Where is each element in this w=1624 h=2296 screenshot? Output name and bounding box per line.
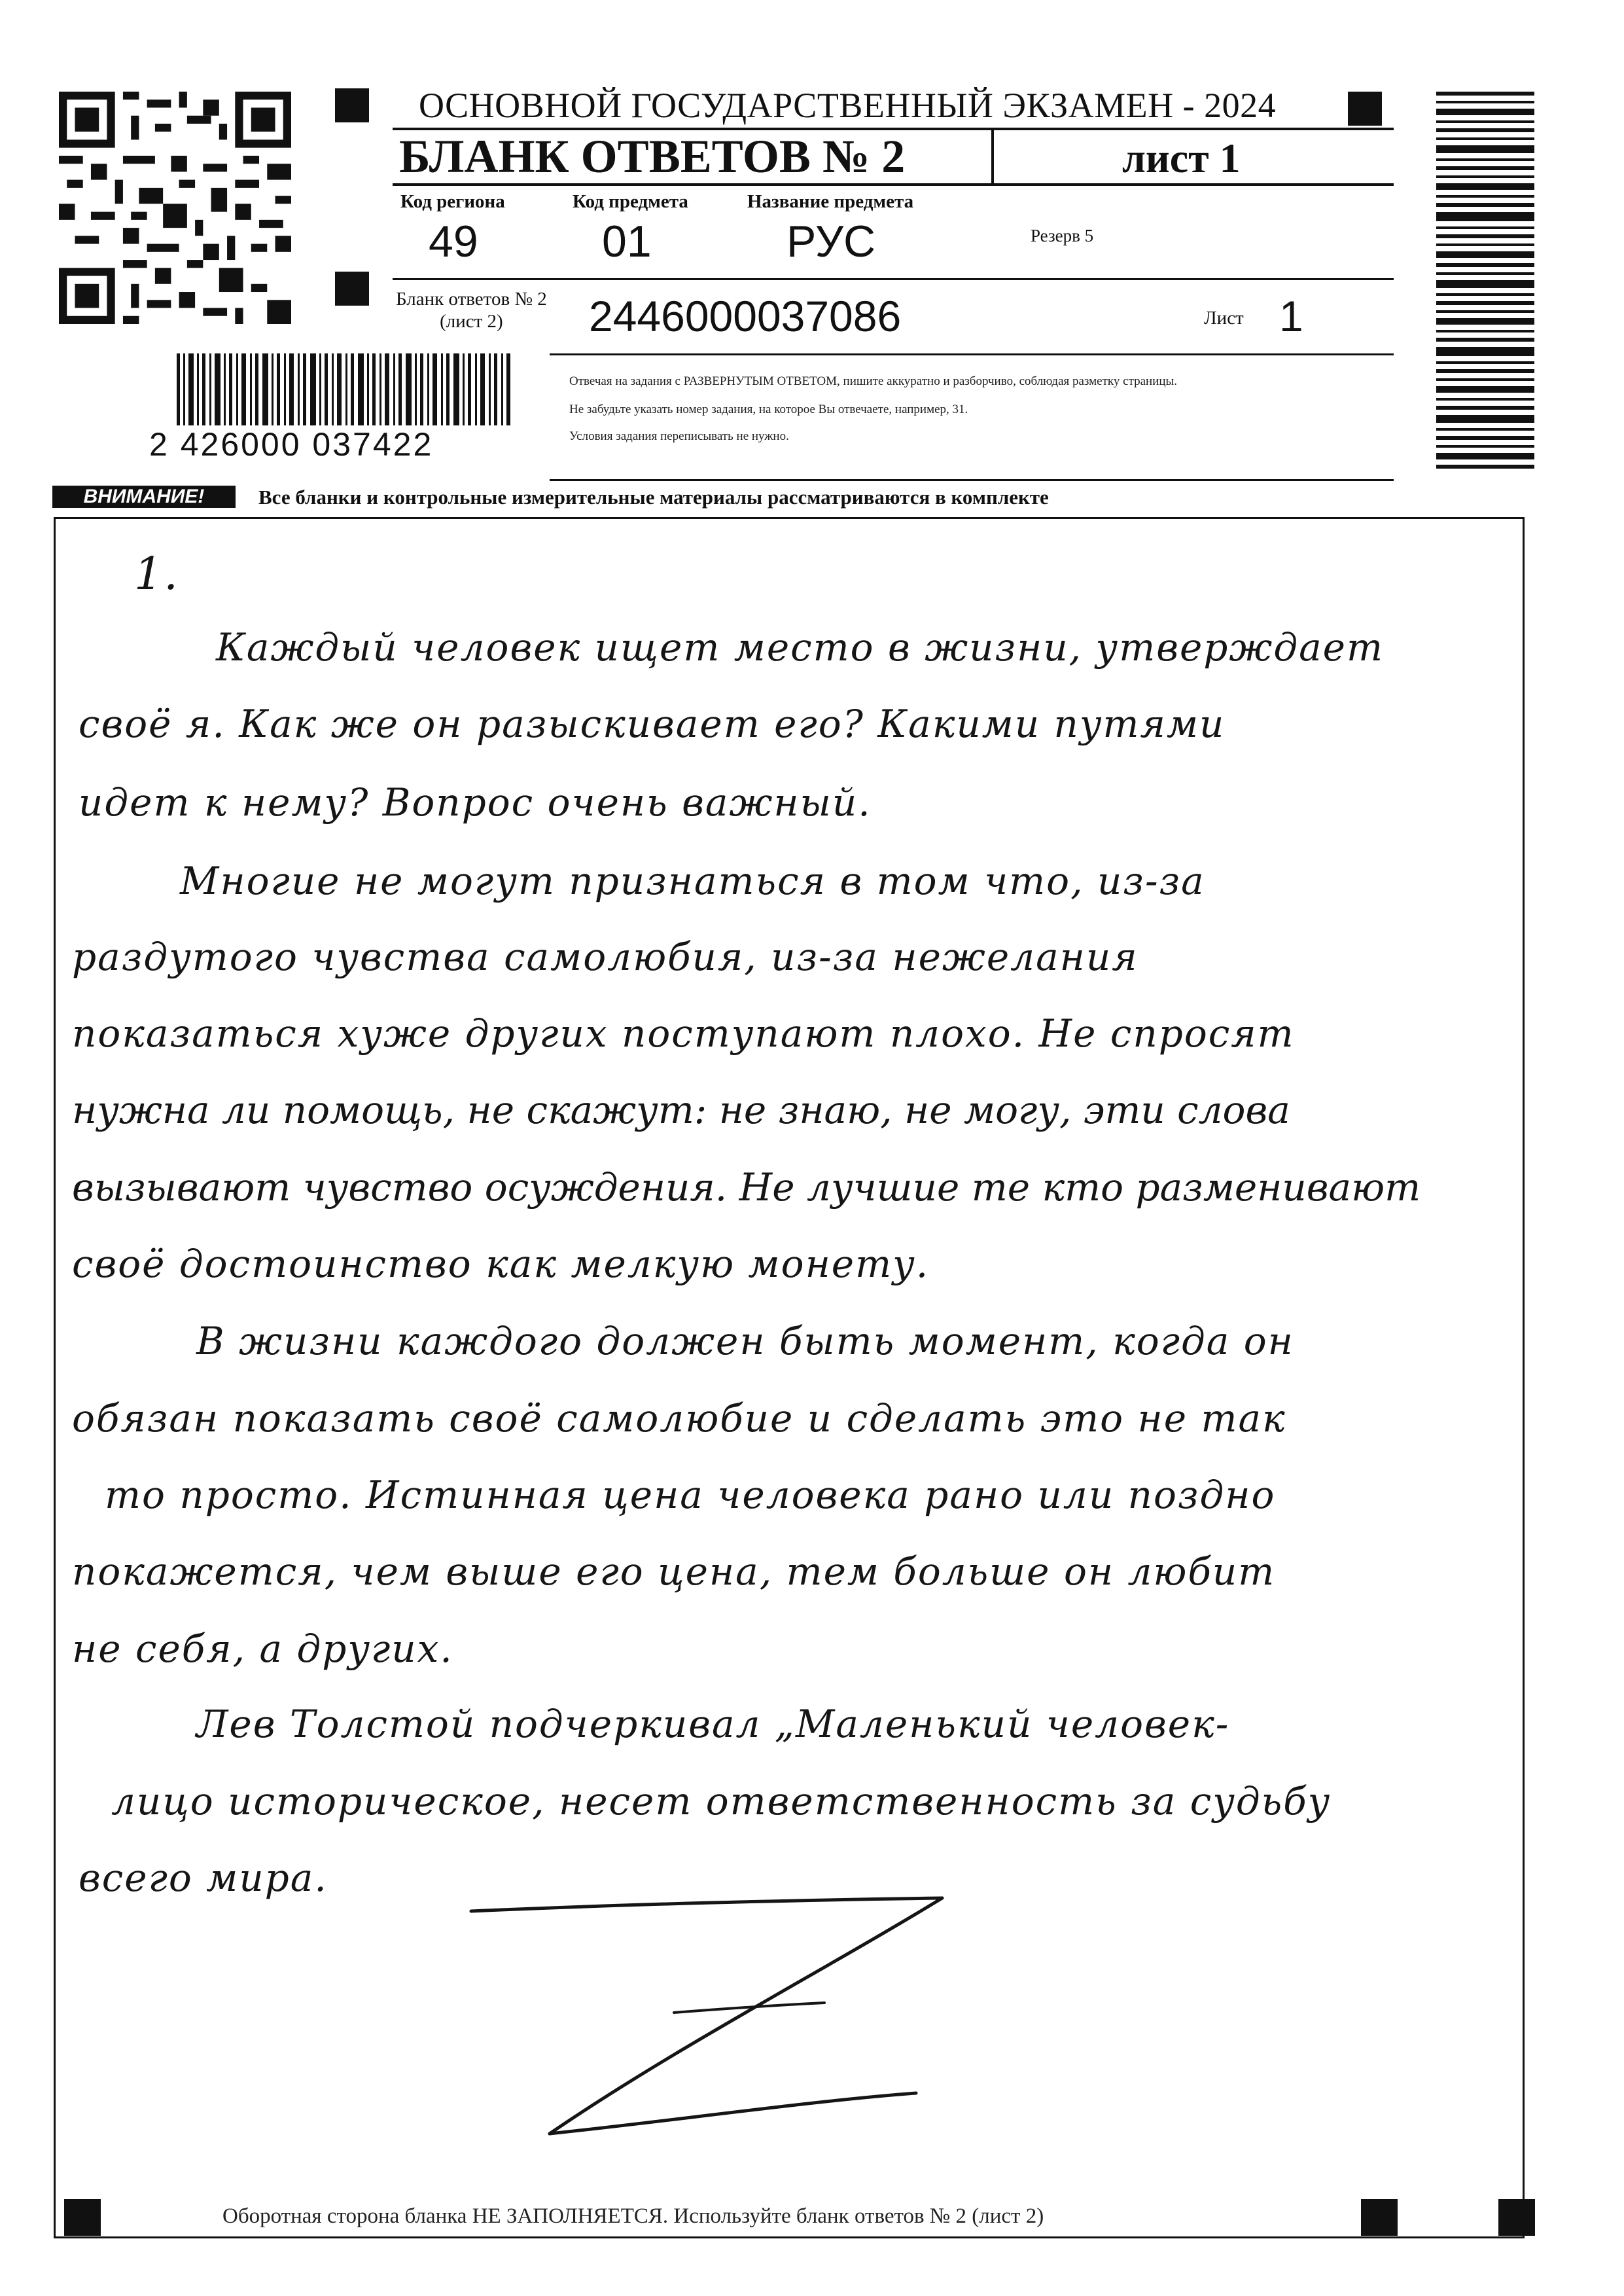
blank-number: 2446000037086 xyxy=(589,292,902,340)
closing-z-mark xyxy=(458,1885,981,2147)
answer-line: В жизни каждого должен быть момент, когда он xyxy=(196,1319,1294,1363)
form-barcode xyxy=(177,353,510,425)
answer-line: своё я. Как же он разыскивает его? Какими путями xyxy=(79,702,1226,746)
answer-line: раздутого чувства самолюбия, из-за нежелания xyxy=(72,935,1139,979)
answer-line: обязан показать своё самолюбие и сделать это не так xyxy=(72,1396,1286,1441)
qr-code xyxy=(59,92,291,324)
list-number: 1 xyxy=(1279,292,1303,340)
answer-line: своё достоинство как мелкую монету. xyxy=(72,1242,930,1286)
subject-code-label: Код предмета xyxy=(573,191,688,212)
registration-mark xyxy=(335,272,369,306)
answer-line: покажется, чем выше его цена, тем больше он любит xyxy=(72,1549,1276,1594)
header-divider xyxy=(550,353,1394,355)
region-code: 49 xyxy=(429,217,478,266)
answer-line: Лев Толстой подчеркивал „Маленький человек- xyxy=(196,1702,1230,1746)
header-divider xyxy=(393,183,1394,186)
header-divider xyxy=(550,479,1394,481)
answer-line: нужна ли помощь, не скажут: не знаю, не могу, эти слова xyxy=(72,1088,1290,1132)
instruction-line: Условия задания переписывать не нужно. xyxy=(569,429,789,443)
registration-mark xyxy=(1348,92,1382,126)
attention-text: Все бланки и контрольные измерительные материалы рассматриваются в комплекте xyxy=(258,486,1049,509)
header-vertical-divider xyxy=(991,130,994,183)
ref-label xyxy=(396,288,547,332)
exam-title: ОСНОВНОЙ ГОСУДАРСТВЕННЫЙ ЭКЗАМЕН - 2024 xyxy=(419,86,1277,125)
instruction-line: Не забудьте указать номер задания, на которое Вы отвечаете, например, 31. xyxy=(569,403,968,416)
side-barcode xyxy=(1436,92,1534,471)
task-number: 1. xyxy=(134,548,179,600)
answer-line: то просто. Истинная цена человека рано или поздно xyxy=(105,1473,1276,1517)
subject-name: РУС xyxy=(786,217,876,266)
region-label: Код региона xyxy=(400,191,505,212)
answer-line: вызывают чувство осуждения. Не лучшие те кто разменивают xyxy=(72,1165,1421,1210)
footer-note: Оборотная сторона бланка НЕ ЗАПОЛНЯЕТСЯ. Используйте бланк ответов № 2 (лист 2) xyxy=(222,2204,1044,2228)
list-label: Лист xyxy=(1204,308,1244,329)
reserve-field: Резерв 5 xyxy=(1031,226,1094,245)
answer-line: не себя, а других. xyxy=(72,1626,453,1671)
subject-code: 01 xyxy=(602,217,652,266)
form-title: БЛАНК ОТВЕТОВ № 2 xyxy=(399,130,906,183)
answer-line: Многие не могут признаться в том что, из-за xyxy=(180,859,1205,903)
answer-line: лицо историческое, несет ответственность за судьбу xyxy=(111,1779,1332,1823)
answer-line: всего мира. xyxy=(79,1856,328,1900)
sheet-title: лист 1 xyxy=(1122,135,1241,181)
subject-name-label: Название предмета xyxy=(747,191,914,212)
attention-badge: ВНИМАНИЕ! xyxy=(52,486,236,508)
barcode-number: 2 426000 037422 xyxy=(149,426,434,463)
ref-label-line1: Бланк ответов № 2 xyxy=(396,289,547,310)
registration-mark xyxy=(335,88,369,122)
header-divider xyxy=(393,278,1394,280)
answer-line: идет к нему? Вопрос очень важный. xyxy=(79,780,872,825)
ref-label-line2: (лист 2) xyxy=(440,311,503,332)
answer-line: Каждый человек ищет место в жизни, утверждает xyxy=(216,625,1384,670)
answer-line: показаться хуже других поступают плохо. Не спросят xyxy=(72,1011,1295,1056)
instruction-line: Отвечая на задания с РАЗВЕРНУТЫМ ОТВЕТОМ, пишите аккуратно и разборчиво, соблюдая разметку страницы. xyxy=(569,374,1178,388)
